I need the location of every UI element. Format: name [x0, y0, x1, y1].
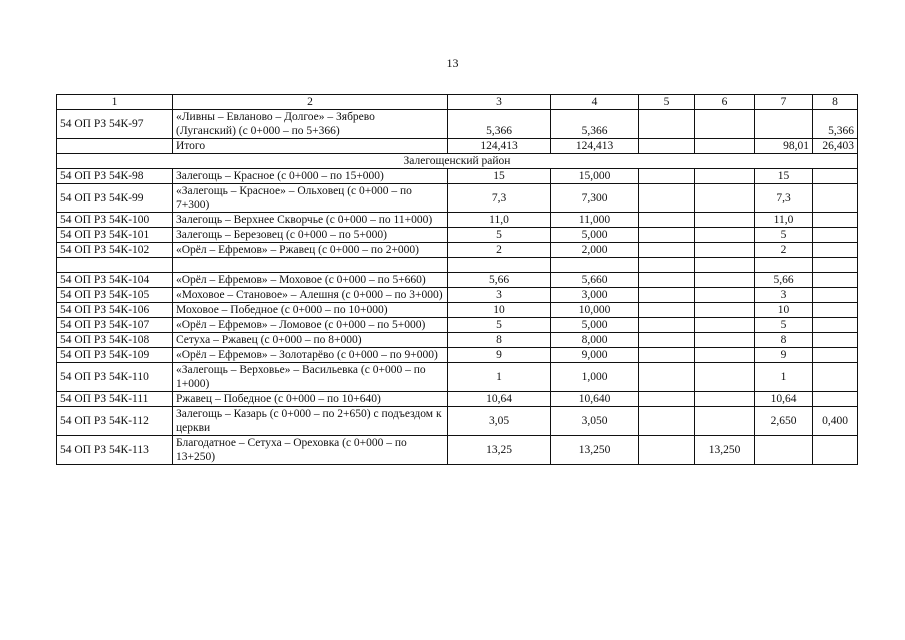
row-col7: 2,650	[755, 407, 813, 436]
row-col8	[813, 258, 858, 273]
row-col7: 3	[755, 288, 813, 303]
row-col7	[755, 110, 813, 139]
row-col4: 15,000	[551, 169, 639, 184]
row-col3: 10	[448, 303, 551, 318]
row-col6	[695, 318, 755, 333]
row-col4: 5,366	[551, 110, 639, 139]
col-header-5: 5	[639, 95, 695, 110]
row-col3: 11,0	[448, 213, 551, 228]
row-col8	[813, 243, 858, 258]
row-col5	[639, 184, 695, 213]
row-col8	[813, 273, 858, 288]
table-row	[57, 288, 858, 303]
row-name: Залегощь – Верхнее Скворчье (с 0+000 – по 11+000)	[173, 213, 448, 228]
row-code: 54 ОП РЗ 54К-113	[57, 436, 173, 465]
row-col6	[695, 288, 755, 303]
col-header-4: 4	[551, 95, 639, 110]
header-row	[57, 95, 858, 110]
row-col4: 9,000	[551, 348, 639, 363]
row-col3	[448, 258, 551, 273]
row-col3: 3	[448, 288, 551, 303]
row-code: 54 ОП РЗ 54К-105	[57, 288, 173, 303]
row-name: Сетуха – Ржавец (с 0+000 – по 8+000)	[173, 333, 448, 348]
row-col4: 10,640	[551, 392, 639, 407]
row-code: 54 ОП РЗ 54К-104	[57, 273, 173, 288]
col-header-6: 6	[695, 95, 755, 110]
row-name: «Залегощь – Верховье» – Васильевка (с 0+000 – по 1+000)	[173, 363, 448, 392]
row-col4: 5,660	[551, 273, 639, 288]
total-col7: 98,01	[755, 139, 813, 154]
row-col5	[639, 318, 695, 333]
row-col5	[639, 333, 695, 348]
table-row	[57, 363, 858, 392]
row-col4: 10,000	[551, 303, 639, 318]
table-row	[57, 243, 858, 258]
table-row	[57, 392, 858, 407]
col-header-2: 2	[173, 95, 448, 110]
table-row	[57, 273, 858, 288]
col-header-3: 3	[448, 95, 551, 110]
row-code	[57, 258, 173, 273]
row-col8	[813, 184, 858, 213]
table-row	[57, 213, 858, 228]
row-col6	[695, 273, 755, 288]
row-col3: 10,64	[448, 392, 551, 407]
total-col5	[639, 139, 695, 154]
total-row	[57, 139, 858, 154]
row-col6	[695, 228, 755, 243]
row-col6	[695, 169, 755, 184]
row-col7: 5,66	[755, 273, 813, 288]
row-col7	[755, 258, 813, 273]
row-name: Залегощь – Березовец (с 0+000 – по 5+000)	[173, 228, 448, 243]
row-col8	[813, 348, 858, 363]
row-col6	[695, 258, 755, 273]
row-col8	[813, 288, 858, 303]
row-col6	[695, 392, 755, 407]
row-col8	[813, 169, 858, 184]
row-name: «Моховое – Становое» – Алешня (с 0+000 – по 3+000)	[173, 288, 448, 303]
row-col5	[639, 243, 695, 258]
section-title: Залегощенский район	[57, 154, 858, 169]
row-col5	[639, 213, 695, 228]
row-col7: 10,64	[755, 392, 813, 407]
col-header-8: 8	[813, 95, 858, 110]
table-row-first	[57, 110, 858, 139]
data-rows	[57, 169, 858, 465]
total-col4: 124,413	[551, 139, 639, 154]
row-col5	[639, 258, 695, 273]
row-code: 54 ОП РЗ 54К-111	[57, 392, 173, 407]
row-name: Моховое – Победное (с 0+000 – по 10+000)	[173, 303, 448, 318]
row-col5	[639, 407, 695, 436]
row-code: 54 ОП РЗ 54К-97	[57, 110, 173, 139]
row-col4: 8,000	[551, 333, 639, 348]
row-col8	[813, 392, 858, 407]
row-name	[173, 110, 448, 139]
row-col4: 5,000	[551, 318, 639, 333]
row-name: «Залегощь – Красное» – Ольховец (с 0+000 – по 7+300)	[173, 184, 448, 213]
table-row	[57, 303, 858, 318]
row-col7: 15	[755, 169, 813, 184]
roads-table	[56, 94, 858, 465]
row-col5	[639, 228, 695, 243]
row-code: 54 ОП РЗ 54К-101	[57, 228, 173, 243]
row-name-line2: (Луганский) (с 0+000 – по 5+366)	[176, 125, 340, 137]
col-header-7: 7	[755, 95, 813, 110]
row-col4: 3,050	[551, 407, 639, 436]
row-col6: 13,250	[695, 436, 755, 465]
row-col8	[813, 228, 858, 243]
row-code: 54 ОП РЗ 54К-109	[57, 348, 173, 363]
row-code: 54 ОП РЗ 54К-99	[57, 184, 173, 213]
row-col3: 5	[448, 318, 551, 333]
col-header-1: 1	[57, 95, 173, 110]
row-col8: 0,400	[813, 407, 858, 436]
row-col3: 13,25	[448, 436, 551, 465]
row-code: 54 ОП РЗ 54К-112	[57, 407, 173, 436]
row-col3: 15	[448, 169, 551, 184]
row-name	[173, 258, 448, 273]
row-col5	[639, 363, 695, 392]
row-col4: 2,000	[551, 243, 639, 258]
row-col6	[695, 407, 755, 436]
table-row	[57, 318, 858, 333]
row-col5	[639, 303, 695, 318]
row-col7: 1	[755, 363, 813, 392]
table-row	[57, 407, 858, 436]
row-col7: 8	[755, 333, 813, 348]
table-row	[57, 436, 858, 465]
table-row	[57, 348, 858, 363]
row-code: 54 ОП РЗ 54К-100	[57, 213, 173, 228]
row-col6	[695, 333, 755, 348]
table-row	[57, 258, 858, 273]
row-col8	[813, 318, 858, 333]
row-col4: 3,000	[551, 288, 639, 303]
row-name: «Орёл – Ефремов» – Ржавец (с 0+000 – по 2+000)	[173, 243, 448, 258]
row-name: «Орёл – Ефремов» – Моховое (с 0+000 – по 5+660)	[173, 273, 448, 288]
row-col5	[639, 169, 695, 184]
row-col7: 2	[755, 243, 813, 258]
row-col4: 11,000	[551, 213, 639, 228]
row-code: 54 ОП РЗ 54К-106	[57, 303, 173, 318]
page-number: 13	[446, 56, 459, 70]
row-name-line1: «Ливны – Евланово – Долгое» – Зябрево	[176, 111, 375, 123]
row-col8	[813, 303, 858, 318]
row-col6	[695, 303, 755, 318]
row-col7: 5	[755, 228, 813, 243]
row-col7: 9	[755, 348, 813, 363]
row-col6	[695, 348, 755, 363]
row-col4: 1,000	[551, 363, 639, 392]
row-col3: 8	[448, 333, 551, 348]
row-col8: 5,366	[813, 110, 858, 139]
row-col4	[551, 258, 639, 273]
row-col3: 5,66	[448, 273, 551, 288]
total-code-cell	[57, 139, 173, 154]
row-col7: 7,3	[755, 184, 813, 213]
row-col3: 9	[448, 348, 551, 363]
row-col3: 7,3	[448, 184, 551, 213]
row-name: Благодатное – Сетуха – Ореховка (с 0+000 – по 13+250)	[173, 436, 448, 465]
row-code: 54 ОП РЗ 54К-108	[57, 333, 173, 348]
row-col8	[813, 436, 858, 465]
row-code: 54 ОП РЗ 54К-98	[57, 169, 173, 184]
row-name: Залегощь – Казарь (с 0+000 – по 2+650) с подъездом к церкви	[173, 407, 448, 436]
section-row	[57, 154, 858, 169]
row-col5	[639, 392, 695, 407]
table-row	[57, 228, 858, 243]
row-col3: 1	[448, 363, 551, 392]
row-col4: 13,250	[551, 436, 639, 465]
total-label: Итого	[173, 139, 448, 154]
row-col3: 3,05	[448, 407, 551, 436]
row-col5	[639, 288, 695, 303]
row-col8	[813, 213, 858, 228]
row-col3: 2	[448, 243, 551, 258]
row-col6	[695, 184, 755, 213]
row-col7: 10	[755, 303, 813, 318]
row-code: 54 ОП РЗ 54К-102	[57, 243, 173, 258]
table-row	[57, 333, 858, 348]
row-name: Залегощь – Красное (с 0+000 – по 15+000)	[173, 169, 448, 184]
row-col6	[695, 110, 755, 139]
total-col3: 124,413	[448, 139, 551, 154]
row-code: 54 ОП РЗ 54К-110	[57, 363, 173, 392]
row-col3: 5,366	[448, 110, 551, 139]
row-col7: 5	[755, 318, 813, 333]
row-col6	[695, 363, 755, 392]
table-row	[57, 169, 858, 184]
table-row	[57, 184, 858, 213]
total-col6	[695, 139, 755, 154]
row-col5	[639, 348, 695, 363]
row-name: «Орёл – Ефремов» – Золотарёво (с 0+000 – по 9+000)	[173, 348, 448, 363]
row-col6	[695, 243, 755, 258]
row-col4: 5,000	[551, 228, 639, 243]
row-col5	[639, 273, 695, 288]
row-col8	[813, 363, 858, 392]
total-col8: 26,403	[813, 139, 858, 154]
row-name: Ржавец – Победное (с 0+000 – по 10+640)	[173, 392, 448, 407]
row-name: «Орёл – Ефремов» – Ломовое (с 0+000 – по 5+000)	[173, 318, 448, 333]
row-code: 54 ОП РЗ 54К-107	[57, 318, 173, 333]
row-col7: 11,0	[755, 213, 813, 228]
row-col4: 7,300	[551, 184, 639, 213]
row-col3: 5	[448, 228, 551, 243]
row-col7	[755, 436, 813, 465]
row-col5	[639, 436, 695, 465]
row-col6	[695, 213, 755, 228]
row-col5	[639, 110, 695, 139]
row-col8	[813, 333, 858, 348]
